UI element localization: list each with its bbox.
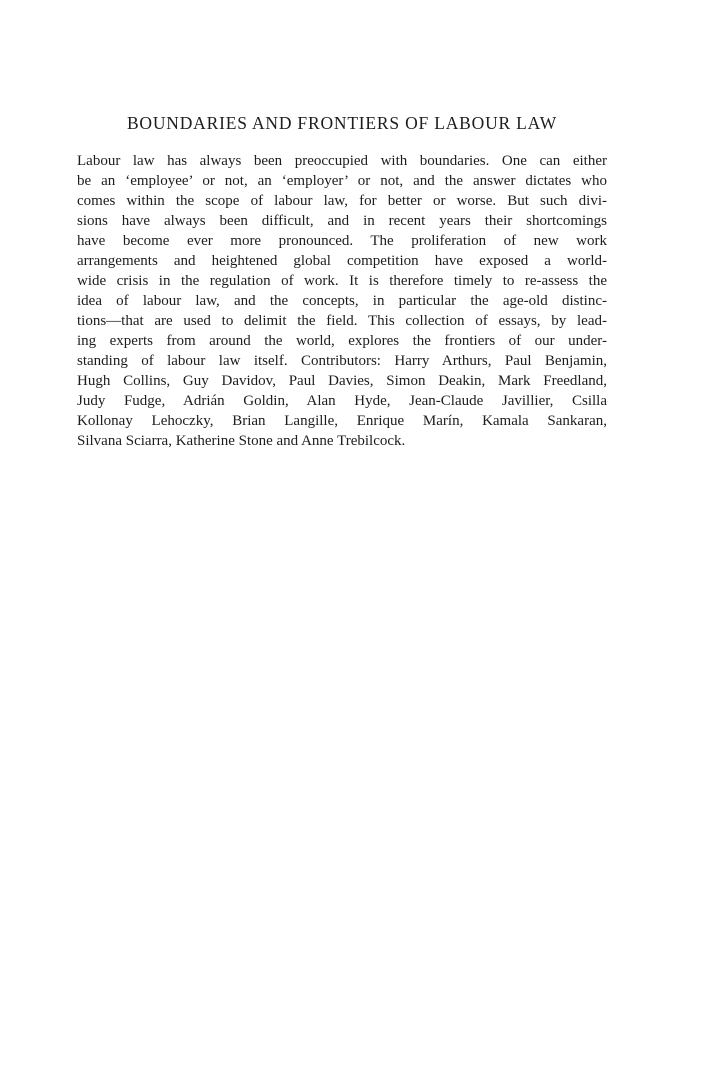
abstract-paragraph — [77, 151, 607, 451]
paragraph-line: standing of labour law itself. Contributors: Harry Arthurs, Paul Benjamin, — [77, 353, 607, 369]
page-title: BOUNDARIES AND FRONTIERS OF LABOUR LAW — [126, 113, 558, 133]
paragraph-line: Labour law has always been preoccupied with boundaries. One can either — [77, 153, 607, 169]
paragraph-line: idea of labour law, and the concepts, in particular the age-old distinc- — [77, 293, 607, 309]
paragraph-line: arrangements and heightened global competition have exposed a world- — [77, 253, 607, 269]
paragraph-line: Judy Fudge, Adrián Goldin, Alan Hyde, Jean-Claude Javillier, Csilla — [77, 393, 607, 409]
paragraph-line: comes within the scope of labour law, for better or worse. But such divi- — [77, 193, 607, 209]
paragraph-line: Hugh Collins, Guy Davidov, Paul Davies, Simon Deakin, Mark Freedland, — [77, 373, 607, 389]
paragraph-line: Silvana Sciarra, Katherine Stone and Anne Trebilcock. — [77, 433, 406, 449]
paragraph-line: Kollonay Lehoczky, Brian Langille, Enrique Marín, Kamala Sankaran, — [77, 413, 607, 429]
paragraph-line: wide crisis in the regulation of work. It is therefore timely to re-assess the — [77, 273, 607, 289]
paragraph-line: be an ‘employee’ or not, an ‘employer’ or not, and the answer dictates who — [77, 173, 607, 189]
paragraph-line: have become ever more pronounced. The proliferation of new work — [77, 233, 607, 249]
paragraph-line: tions—that are used to delimit the field. This collection of essays, by lead- — [77, 313, 607, 329]
paragraph-line: sions have always been difficult, and in recent years their shortcomings — [77, 213, 607, 229]
paragraph-line: ing experts from around the world, explores the frontiers of our under- — [77, 333, 607, 349]
